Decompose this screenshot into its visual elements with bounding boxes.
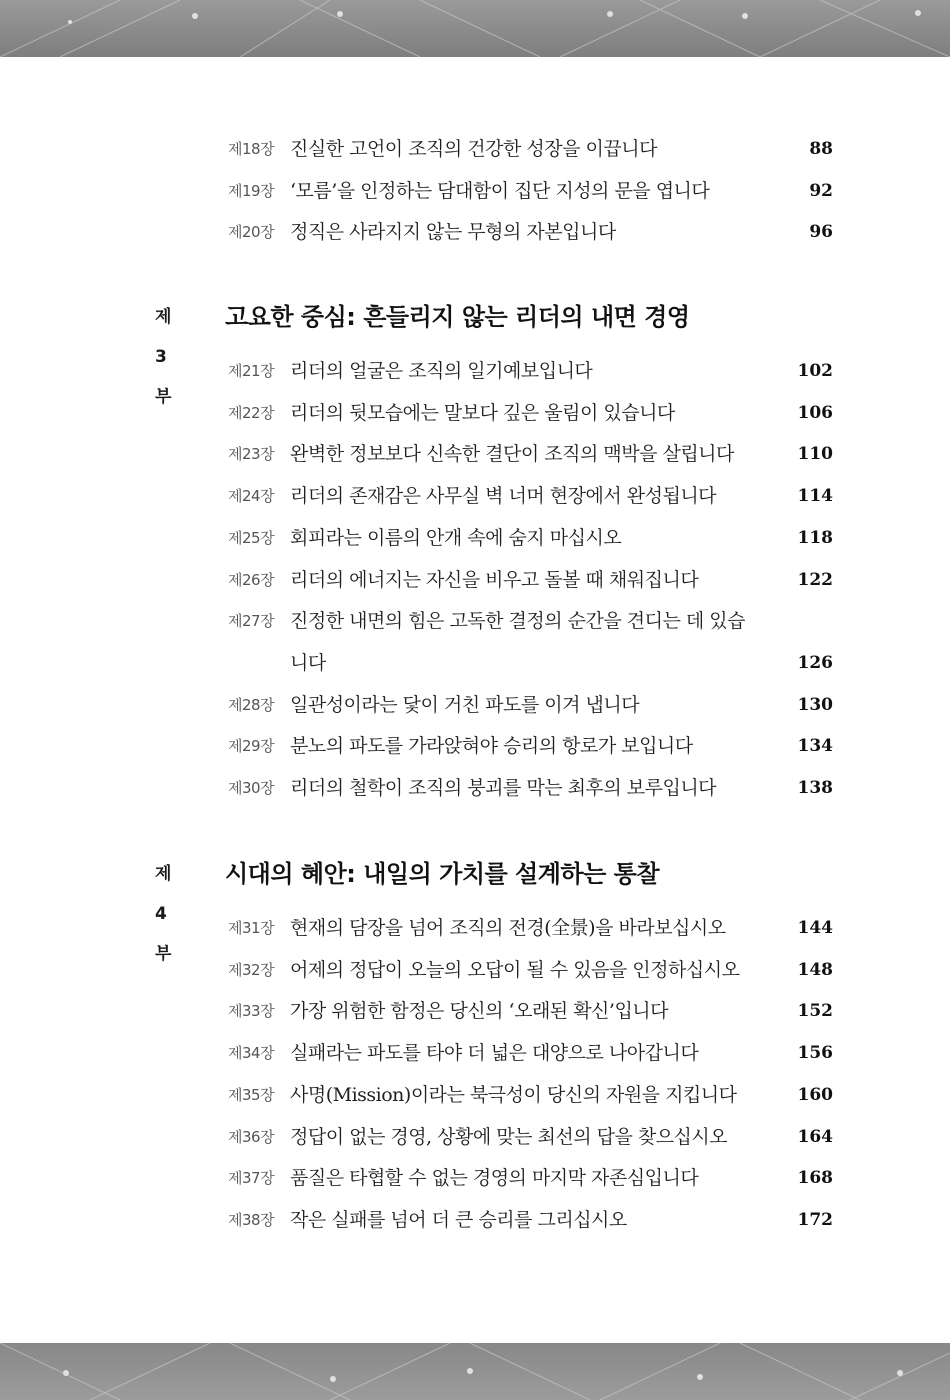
- chapter-title: 어제의 정답이 오늘의 오답이 될 수 있음을 인정하십시오: [290, 958, 740, 981]
- toc-entry[interactable]: [228, 725, 833, 767]
- chapter-title: 정직은 사라지지 않는 무형의 자본입니다: [290, 221, 616, 244]
- page-number: 156: [797, 1043, 833, 1064]
- page-number: 122: [797, 569, 833, 590]
- toc-entry[interactable]: [228, 517, 833, 559]
- chapter-number: 제37장: [228, 1169, 275, 1188]
- chapter-number: 제36장: [228, 1127, 275, 1146]
- toc-entry[interactable]: [228, 990, 833, 1032]
- chapter-title: 완벽한 정보보다 신속한 결단이 조직의 맥박을 살립니다: [290, 443, 734, 466]
- chapter-number: 제24장: [228, 487, 275, 506]
- page-number: 168: [797, 1168, 833, 1189]
- chapter-number: 제25장: [228, 528, 275, 547]
- toc-entry[interactable]: [228, 475, 833, 517]
- page-number: 102: [797, 361, 833, 381]
- chapter-number: 제19장: [228, 181, 275, 200]
- chapter-number: 제20장: [228, 223, 275, 242]
- page-number: 160: [797, 1084, 833, 1105]
- toc-entry[interactable]: [228, 684, 833, 726]
- toc-entry[interactable]: [228, 350, 833, 392]
- toc-entry[interactable]: [228, 433, 833, 475]
- chapter-title: 현재의 담장을 넘어 조직의 전경(全景)을 바라보십시오: [290, 917, 726, 939]
- toc-entry[interactable]: [228, 128, 833, 170]
- page-number: 110: [797, 444, 833, 465]
- page-number: 92: [809, 180, 833, 201]
- toc-entry[interactable]: [228, 1116, 833, 1158]
- chapter-title: 품질은 타협할 수 없는 경영의 마지막 자존심입니다: [290, 1167, 699, 1190]
- chapter-number: 제30장: [228, 779, 275, 797]
- chapter-number: 제34장: [228, 1044, 275, 1063]
- chapter-number: 제22장: [228, 403, 275, 422]
- toc-entry[interactable]: [228, 211, 833, 253]
- page-number: 138: [797, 778, 833, 798]
- chapter-title: ‘모름’을 인정하는 담대함이 집단 지성의 문을 엽니다: [290, 179, 710, 202]
- chapter-title: 리더의 에너지는 자신을 비우고 돌볼 때 채워집니다: [290, 568, 699, 591]
- toc-entry[interactable]: [228, 1199, 833, 1241]
- toc-entry[interactable]: [228, 767, 833, 809]
- toc-entry[interactable]: [228, 949, 833, 991]
- chapter-number: 제21장: [228, 362, 275, 380]
- toc-entry[interactable]: [228, 170, 833, 212]
- chapter-title: 리더의 철학이 조직의 붕괴를 막는 최후의 보루입니다: [290, 777, 717, 799]
- chapter-title: 진실한 고언이 조직의 건강한 성장을 이끕니다: [290, 138, 657, 160]
- toc-entry[interactable]: [228, 392, 833, 434]
- page-number: 148: [797, 959, 833, 980]
- chapter-number: 제18장: [228, 140, 275, 158]
- toc-entry[interactable]: [228, 1074, 833, 1116]
- chapter-title: 작은 실패를 넘어 더 큰 승리를 그리십시오: [290, 1208, 627, 1231]
- part-title: 시대의 혜안: 내일의 가치를 설계하는 통찰: [225, 860, 660, 888]
- page-number: 118: [797, 527, 833, 548]
- bottom-decorative-band: [0, 1343, 950, 1400]
- page-number: 96: [809, 222, 833, 243]
- page-number: 88: [809, 139, 833, 159]
- chapter-number: 제31장: [228, 919, 275, 937]
- page-number: 130: [797, 694, 833, 715]
- chapter-title: 실패라는 파도를 타야 더 넓은 대양으로 나아갑니다: [290, 1042, 699, 1065]
- chapter-title: 리더의 존재감은 사무실 벽 너머 현장에서 완성됩니다: [290, 485, 717, 508]
- page-number: 152: [797, 1001, 833, 1022]
- toc-entry[interactable]: [228, 907, 833, 949]
- part-number: 제4부: [155, 864, 172, 964]
- chapter-title: 가장 위험한 함정은 당신의 ‘오래된 확신’입니다: [290, 1000, 669, 1023]
- chapter-number: 제29장: [228, 737, 275, 756]
- page-number: 144: [797, 918, 833, 938]
- chapter-title: 리더의 뒷모습에는 말보다 깊은 울림이 있습니다: [290, 401, 675, 424]
- chapter-title: 리더의 얼굴은 조직의 일기예보입니다: [290, 360, 593, 382]
- chapter-title: 분노의 파도를 가라앉혀야 승리의 항로가 보입니다: [290, 735, 693, 758]
- page-number: 126: [797, 653, 833, 674]
- chapter-number: 제28장: [228, 695, 275, 714]
- chapter-title: 정답이 없는 경영, 상황에 맞는 최선의 답을 찾으십시오: [290, 1125, 728, 1148]
- page-number: 172: [797, 1209, 833, 1230]
- chapter-number: 제33장: [228, 1002, 275, 1021]
- toc-entry[interactable]: [228, 600, 833, 684]
- page-number: 164: [797, 1126, 833, 1147]
- page-number: 114: [797, 486, 833, 507]
- page-number: 134: [797, 736, 833, 757]
- toc-entry[interactable]: [228, 1032, 833, 1074]
- chapter-number: 제27장: [228, 612, 275, 631]
- chapter-number: 제35장: [228, 1085, 275, 1104]
- chapter-title: 진정한 내면의 힘은 고독한 결정의 순간을 견디는 데 있습니다: [290, 610, 745, 675]
- chapter-number: 제32장: [228, 960, 275, 979]
- chapter-number: 제26장: [228, 570, 275, 589]
- chapter-number: 제23장: [228, 445, 275, 464]
- toc-entry[interactable]: [228, 1157, 833, 1199]
- chapter-title: 일관성이라는 닻이 거친 파도를 이겨 냅니다: [290, 693, 640, 716]
- chapter-title: 회피라는 이름의 안개 속에 숨지 마십시오: [290, 526, 622, 549]
- page-number: 106: [797, 402, 833, 423]
- part-number: 제3부: [155, 307, 172, 407]
- toc-entry[interactable]: [228, 559, 833, 601]
- chapter-title: 사명(Mission)이라는 북극성이 당신의 자원을 지킵니다: [290, 1083, 737, 1106]
- top-decorative-band: [0, 0, 950, 57]
- chapter-number: 제38장: [228, 1210, 275, 1229]
- part-title: 고요한 중심: 흔들리지 않는 리더의 내면 경영: [225, 303, 690, 331]
